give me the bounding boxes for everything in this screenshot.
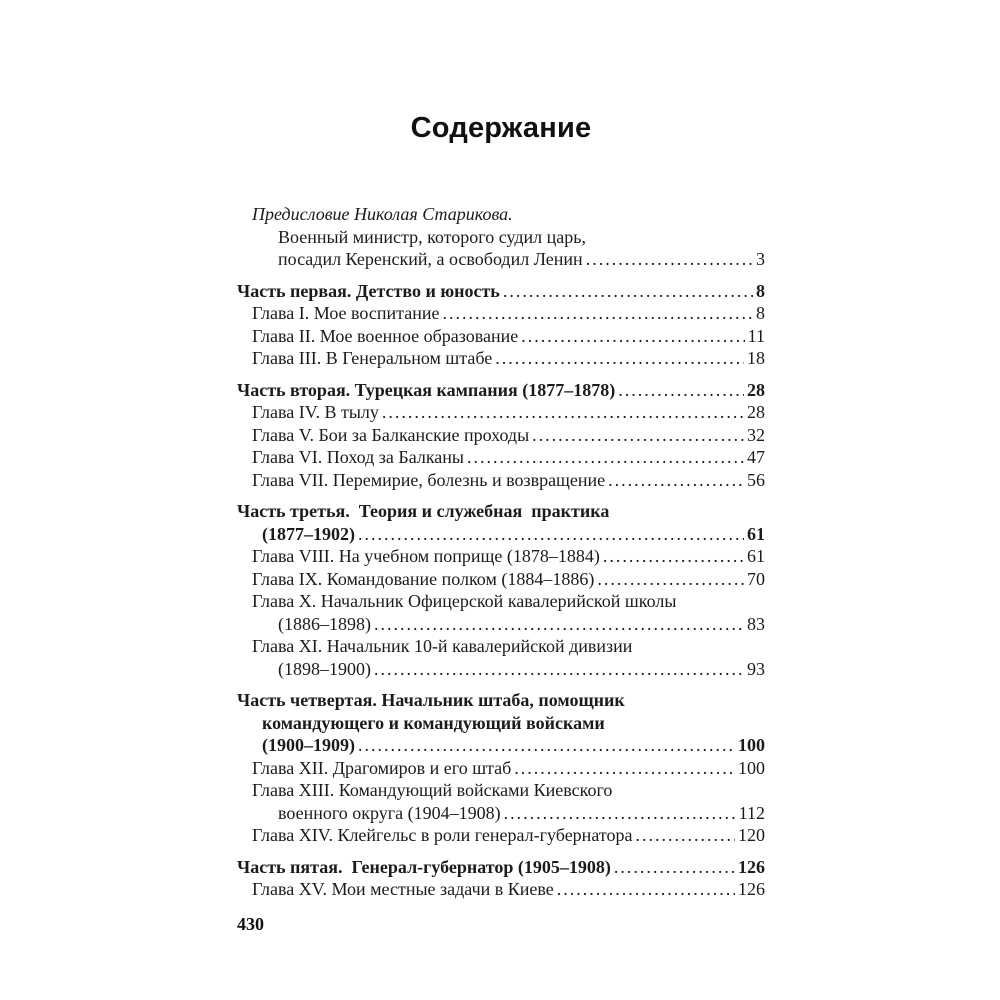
toc-content [237, 112, 765, 901]
toc-line [237, 689, 765, 712]
toc-page-number: 8 [756, 280, 765, 301]
toc-text: Глава IX. Командование полком (1884–1886) [252, 568, 595, 589]
toc-entry-part [237, 280, 765, 303]
toc-dot-leader [614, 856, 735, 879]
toc-dot-leader [557, 878, 735, 901]
toc-line [237, 712, 765, 735]
toc-entry-part [237, 689, 765, 757]
toc-page-number: 18 [747, 348, 765, 368]
toc-text: Глава IV. В тылу [252, 402, 379, 422]
toc-page-number: 112 [738, 802, 765, 823]
toc-page-number: 100 [738, 757, 765, 778]
toc-dot-leader [358, 734, 735, 757]
toc-dot-leader [442, 302, 753, 325]
toc-entry-chapter [237, 325, 765, 348]
toc-page-number: 61 [747, 546, 765, 566]
toc-text: военного округа (1904–1908) [278, 802, 501, 823]
toc-dot-leader [503, 280, 753, 303]
toc-entry-chapter [237, 401, 765, 424]
toc-entry-chapter [237, 545, 765, 568]
toc-line [237, 500, 765, 523]
toc-line [237, 613, 765, 636]
toc-line [237, 446, 765, 469]
toc-text: Глава I. Мое воспитание [252, 303, 440, 323]
toc-line [237, 658, 765, 681]
toc-dot-leader [597, 568, 744, 591]
toc-dot-leader [382, 401, 744, 424]
toc-dot-leader [521, 325, 744, 348]
toc-text: (1900–1909) [262, 735, 355, 755]
toc-page-number: 126 [738, 856, 765, 877]
toc-page-number: 8 [756, 303, 765, 323]
toc-line [237, 757, 765, 780]
toc-entry-chapter [237, 779, 765, 824]
toc-line [237, 302, 765, 325]
toc-dot-leader [635, 824, 735, 847]
toc-dot-leader [514, 757, 735, 780]
toc-text: Глава VIII. На учебном поприще (1878–1884) [252, 546, 600, 566]
toc-text: Глава VI. Поход за Балканы [252, 447, 465, 467]
toc-entry-preface [237, 203, 765, 271]
toc-page-number: 93 [747, 658, 765, 679]
toc-page-number: 70 [747, 568, 765, 589]
toc-dot-leader [532, 424, 744, 447]
toc-text: Часть четвертая. Начальник штаба, помощник [237, 690, 625, 710]
toc-line [237, 401, 765, 424]
toc-text: командующего и командующий войсками [262, 712, 605, 733]
toc-line [237, 568, 765, 591]
toc-text: Глава XIII. Командующий войсками Киевского [252, 780, 613, 800]
folio-page-number: 430 [237, 914, 264, 934]
toc-text: Глава III. В Генеральном штабе [252, 348, 493, 368]
toc-line [237, 856, 765, 879]
toc-text: (1877–1902) [262, 523, 355, 544]
toc-line [237, 379, 765, 402]
toc-line [237, 590, 765, 613]
toc-page-number: 28 [747, 402, 765, 422]
toc-page-number: 120 [738, 825, 765, 845]
toc-dot-leader [618, 379, 744, 402]
toc-text: Глава XIV. Клейгельс в роли генерал-губернатора [252, 825, 633, 845]
toc-text: (1898–1900) [278, 658, 371, 679]
toc-entry-chapter [237, 824, 765, 847]
toc-line [237, 469, 765, 492]
toc-line [237, 545, 765, 568]
toc-text: Глава XII. Драгомиров и его штаб [252, 757, 512, 778]
toc-line [237, 523, 765, 546]
toc-line [237, 878, 765, 901]
toc-page-number: 32 [747, 424, 765, 445]
toc-entry-chapter [237, 590, 765, 635]
toc-page-number: 61 [747, 523, 765, 544]
toc-entry-chapter [237, 424, 765, 447]
toc-dot-leader [495, 347, 744, 370]
toc-line [237, 248, 765, 271]
toc-line [237, 824, 765, 847]
toc-text: Военный министр, которого судил царь, [278, 226, 586, 247]
toc-page-number: 100 [738, 735, 765, 755]
page-title: Содержание [410, 112, 592, 144]
toc-page-number: 28 [747, 379, 765, 400]
toc-entry-chapter [237, 757, 765, 780]
toc-line [237, 280, 765, 303]
toc-dot-leader [467, 446, 744, 469]
toc-line [237, 635, 765, 658]
toc-dot-leader [374, 613, 744, 636]
toc-entry-chapter [237, 347, 765, 370]
toc-page-number: 83 [747, 613, 765, 634]
toc-text: Часть первая. Детство и юность [237, 280, 500, 301]
toc-page-number: 47 [747, 447, 765, 467]
toc-entry-part [237, 856, 765, 879]
toc-entry-chapter [237, 302, 765, 325]
toc-dot-leader [374, 658, 744, 681]
toc-text: Глава II. Мое военное образование [252, 325, 519, 346]
toc-text: Глава XI. Начальник 10-й кавалерийской дивизии [252, 636, 633, 656]
toc-dot-leader [586, 248, 753, 271]
toc-text: (1886–1898) [278, 613, 371, 634]
toc-dot-leader [608, 469, 744, 492]
toc-line [237, 424, 765, 447]
toc-text: Глава V. Бои за Балканские проходы [252, 424, 530, 445]
toc-line [237, 347, 765, 370]
toc-text: Предисловие Николая Старикова. [252, 204, 513, 224]
toc-entry-chapter [237, 568, 765, 591]
toc-line [237, 226, 765, 249]
toc-line [237, 325, 765, 348]
toc-entry-chapter [237, 446, 765, 469]
toc-dot-leader [358, 523, 744, 546]
toc-text: Глава VII. Перемирие, болезнь и возвращение [252, 469, 606, 490]
toc-list [237, 203, 765, 901]
toc-dot-leader [603, 545, 744, 568]
toc-page-number: 3 [756, 249, 765, 269]
toc-entry-part [237, 379, 765, 402]
toc-text: Часть вторая. Турецкая кампания (1877–1878) [237, 379, 616, 400]
toc-entry-chapter [237, 469, 765, 492]
toc-page-number: 11 [747, 325, 765, 346]
toc-entry-chapter [237, 635, 765, 680]
toc-line [237, 734, 765, 757]
toc-line [237, 802, 765, 825]
toc-text: Глава XV. Мои местные задачи в Киеве [252, 879, 554, 899]
toc-entry-part [237, 500, 765, 545]
toc-text: посадил Керенский, а освободил Ленин [278, 249, 583, 269]
toc-line [237, 779, 765, 802]
toc-text: Часть пятая. Генерал-губернатор (1905–1908) [237, 856, 611, 877]
toc-entry-chapter [237, 878, 765, 901]
toc-dot-leader [504, 802, 736, 825]
toc-line [237, 203, 765, 226]
toc-text: Глава X. Начальник Офицерской кавалерийской школы [252, 591, 677, 611]
toc-page-number: 56 [747, 469, 765, 490]
toc-page-number: 126 [738, 879, 765, 899]
toc-text: Часть третья. Теория и служебная практика [237, 501, 610, 521]
